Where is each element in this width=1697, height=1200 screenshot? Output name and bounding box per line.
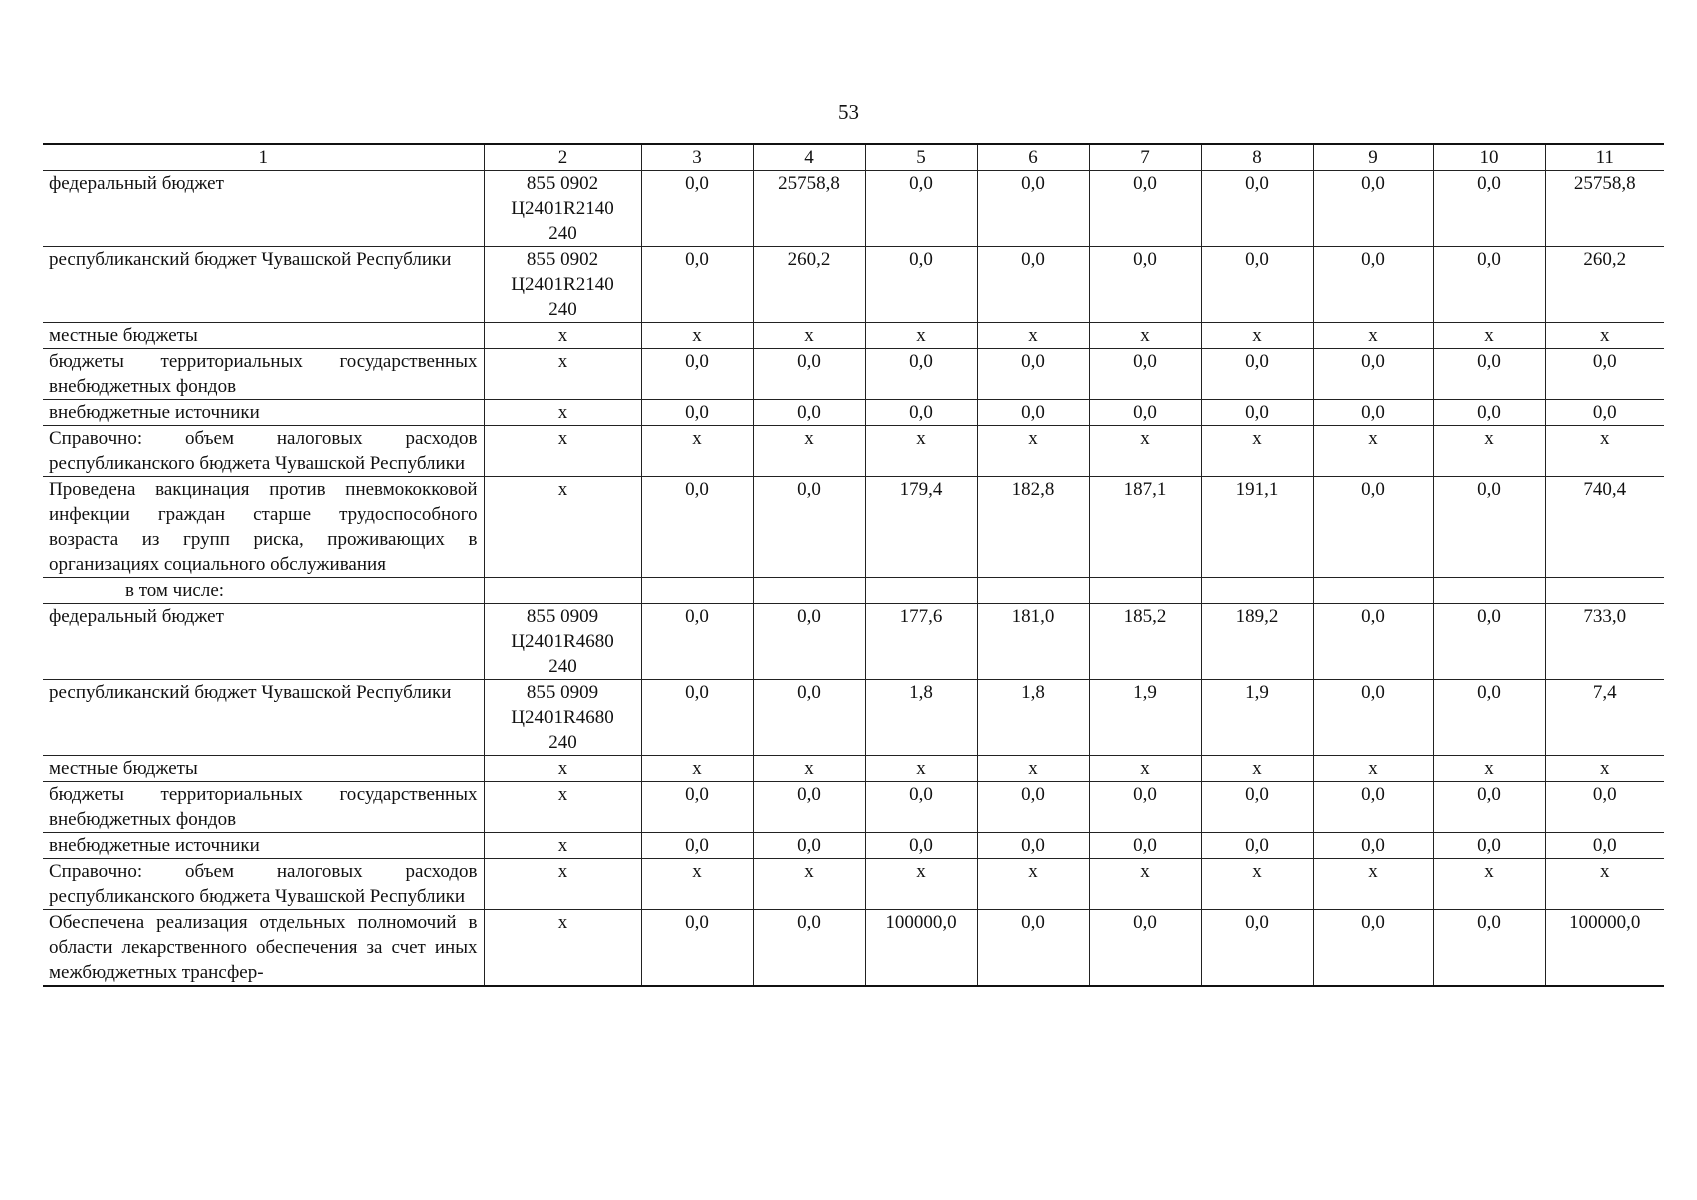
budget-code-line: 240 — [548, 299, 577, 320]
column-number: 6 — [977, 144, 1089, 171]
value-cell: 0,0 — [1201, 349, 1313, 400]
budget-code-line: Ц2401R4680 — [511, 707, 614, 728]
budget-code-line: х — [557, 351, 568, 372]
value-cell: 0,0 — [1545, 400, 1664, 426]
value-cell: 0,0 — [865, 400, 977, 426]
value-cell: 0,0 — [753, 910, 865, 987]
budget-code — [484, 756, 641, 782]
value-cell: 100000,0 — [865, 910, 977, 987]
value-cell: х — [1201, 756, 1313, 782]
value-cell: 0,0 — [865, 349, 977, 400]
budget-code — [484, 604, 641, 680]
value-cell: 733,0 — [1545, 604, 1664, 680]
value-cell: 260,2 — [753, 247, 865, 323]
value-cell: 0,0 — [1089, 833, 1201, 859]
value-cell: х — [977, 323, 1089, 349]
budget-code — [484, 171, 641, 247]
table-row — [43, 400, 1664, 426]
budget-code — [484, 349, 641, 400]
value-cell: 25758,8 — [1545, 171, 1664, 247]
value-cell — [977, 578, 1089, 604]
budget-code-line: х — [557, 784, 568, 805]
table-row — [43, 910, 1664, 987]
row-label: Обеспечена реализация отдельных полномочий в области лекарственного обеспечения за счет иных межбюджетных трансфер- — [43, 910, 484, 987]
value-cell — [1433, 578, 1545, 604]
value-cell: 0,0 — [1545, 349, 1664, 400]
value-cell: 0,0 — [1433, 477, 1545, 578]
budget-code-line: х — [557, 758, 568, 779]
value-cell: 0,0 — [641, 477, 753, 578]
value-cell: 0,0 — [1433, 680, 1545, 756]
value-cell: 0,0 — [1433, 171, 1545, 247]
value-cell: 177,6 — [865, 604, 977, 680]
value-cell: 0,0 — [865, 782, 977, 833]
table-row — [43, 247, 1664, 323]
value-cell: 0,0 — [1313, 680, 1433, 756]
value-cell: 0,0 — [1313, 349, 1433, 400]
value-cell: х — [977, 756, 1089, 782]
value-cell: 0,0 — [1313, 910, 1433, 987]
value-cell: 0,0 — [753, 477, 865, 578]
budget-code — [484, 400, 641, 426]
budget-code-line: х — [557, 861, 568, 882]
value-cell: 0,0 — [1433, 400, 1545, 426]
column-number: 10 — [1433, 144, 1545, 171]
row-label: Проведена вакцинация против пневмококковой инфекции граждан старше трудоспособного возраста из групп риска, проживающих в организациях социального обслуживания — [43, 477, 484, 578]
table-row — [43, 782, 1664, 833]
value-cell: 0,0 — [1313, 604, 1433, 680]
budget-code-line: 240 — [548, 656, 577, 677]
table-row — [43, 833, 1664, 859]
value-cell: 0,0 — [753, 782, 865, 833]
row-label: местные бюджеты — [43, 756, 484, 782]
value-cell: х — [753, 756, 865, 782]
value-cell: х — [1433, 756, 1545, 782]
value-cell: 0,0 — [977, 349, 1089, 400]
value-cell: 0,0 — [1201, 782, 1313, 833]
budget-code — [484, 426, 641, 477]
table-row — [43, 578, 1664, 604]
value-cell: 0,0 — [1313, 782, 1433, 833]
table-row — [43, 756, 1664, 782]
value-cell: 0,0 — [753, 349, 865, 400]
row-label: республиканский бюджет Чувашской Республики — [43, 680, 484, 756]
budget-code-line: х — [557, 325, 568, 346]
value-cell: 0,0 — [641, 604, 753, 680]
column-number: 5 — [865, 144, 977, 171]
table-row — [43, 171, 1664, 247]
value-cell: 0,0 — [753, 604, 865, 680]
row-label: Справочно: объем налоговых расходов республиканского бюджета Чувашской Республики — [43, 859, 484, 910]
value-cell: 0,0 — [753, 833, 865, 859]
value-cell: х — [1089, 859, 1201, 910]
column-number: 8 — [1201, 144, 1313, 171]
budget-code-line: х — [557, 428, 568, 449]
value-cell: 260,2 — [1545, 247, 1664, 323]
row-label: бюджеты территориальных государственных внебюджетных фондов — [43, 782, 484, 833]
value-cell — [1089, 578, 1201, 604]
budget-code — [484, 578, 641, 604]
budget-code — [484, 680, 641, 756]
row-label: внебюджетные источники — [43, 400, 484, 426]
value-cell — [1313, 578, 1433, 604]
value-cell: 0,0 — [1313, 833, 1433, 859]
value-cell: х — [1089, 426, 1201, 477]
value-cell: х — [641, 323, 753, 349]
value-cell: х — [977, 426, 1089, 477]
table-row — [43, 349, 1664, 400]
value-cell: 0,0 — [1201, 247, 1313, 323]
value-cell: 1,9 — [1089, 680, 1201, 756]
page-number: 53 — [838, 100, 859, 124]
value-cell: х — [641, 426, 753, 477]
budget-code-line: х — [557, 479, 568, 500]
value-cell — [753, 578, 865, 604]
row-label: внебюджетные источники — [43, 833, 484, 859]
value-cell: 0,0 — [1433, 247, 1545, 323]
column-number-row — [43, 144, 1664, 171]
value-cell — [865, 578, 977, 604]
value-cell: х — [865, 859, 977, 910]
value-cell: 0,0 — [1313, 171, 1433, 247]
value-cell: 0,0 — [641, 349, 753, 400]
row-label: федеральный бюджет — [43, 171, 484, 247]
value-cell: 100000,0 — [1545, 910, 1664, 987]
column-number: 1 — [43, 144, 484, 171]
value-cell: 740,4 — [1545, 477, 1664, 578]
budget-code-line: 240 — [548, 732, 577, 753]
row-label: республиканский бюджет Чувашской Республики — [43, 247, 484, 323]
budget-code-line: х — [557, 912, 568, 933]
value-cell: 0,0 — [641, 833, 753, 859]
column-number: 11 — [1545, 144, 1664, 171]
value-cell: х — [753, 323, 865, 349]
budget-code-line: Ц2401R2140 — [511, 198, 614, 219]
budget-table — [43, 143, 1664, 987]
value-cell: 0,0 — [1313, 400, 1433, 426]
table-row — [43, 323, 1664, 349]
value-cell: х — [1313, 756, 1433, 782]
value-cell: 0,0 — [865, 171, 977, 247]
budget-code — [484, 782, 641, 833]
value-cell: 0,0 — [641, 910, 753, 987]
value-cell: 0,0 — [1089, 782, 1201, 833]
value-cell: 0,0 — [641, 400, 753, 426]
column-number: 2 — [484, 144, 641, 171]
budget-code-line: Ц2401R4680 — [511, 631, 614, 652]
value-cell: 0,0 — [753, 680, 865, 756]
value-cell: 0,0 — [1433, 782, 1545, 833]
value-cell: 0,0 — [1313, 477, 1433, 578]
value-cell: 181,0 — [977, 604, 1089, 680]
value-cell: х — [753, 859, 865, 910]
budget-code — [484, 323, 641, 349]
budget-code-line: Ц2401R2140 — [511, 274, 614, 295]
value-cell: х — [865, 756, 977, 782]
value-cell: 0,0 — [1433, 910, 1545, 987]
value-cell: 7,4 — [1545, 680, 1664, 756]
table-row — [43, 604, 1664, 680]
budget-code — [484, 910, 641, 987]
budget-code-line: 240 — [548, 223, 577, 244]
value-cell: х — [1201, 323, 1313, 349]
row-label: бюджеты территориальных государственных внебюджетных фондов — [43, 349, 484, 400]
value-cell: х — [1089, 323, 1201, 349]
value-cell: 0,0 — [977, 247, 1089, 323]
value-cell: 1,9 — [1201, 680, 1313, 756]
value-cell: 0,0 — [1545, 833, 1664, 859]
table-row — [43, 680, 1664, 756]
budget-code-line: х — [557, 402, 568, 423]
value-cell: 0,0 — [1545, 782, 1664, 833]
value-cell: х — [1433, 426, 1545, 477]
table-row — [43, 859, 1664, 910]
value-cell: 0,0 — [1201, 400, 1313, 426]
value-cell: 25758,8 — [753, 171, 865, 247]
value-cell: х — [641, 756, 753, 782]
value-cell: 189,2 — [1201, 604, 1313, 680]
value-cell: 1,8 — [865, 680, 977, 756]
value-cell: 0,0 — [1089, 400, 1201, 426]
value-cell: х — [753, 426, 865, 477]
column-number: 4 — [753, 144, 865, 171]
budget-code-line: 855 0902 — [526, 249, 599, 270]
value-cell: х — [1545, 323, 1664, 349]
value-cell: 0,0 — [1433, 604, 1545, 680]
column-number: 9 — [1313, 144, 1433, 171]
row-label: местные бюджеты — [43, 323, 484, 349]
value-cell: 0,0 — [641, 171, 753, 247]
value-cell: 0,0 — [641, 782, 753, 833]
budget-code — [484, 477, 641, 578]
table-row — [43, 426, 1664, 477]
value-cell: 1,8 — [977, 680, 1089, 756]
row-label: в том числе: — [43, 578, 484, 604]
value-cell: 0,0 — [977, 833, 1089, 859]
budget-code — [484, 833, 641, 859]
value-cell: х — [865, 426, 977, 477]
value-cell: 185,2 — [1089, 604, 1201, 680]
value-cell: х — [1201, 426, 1313, 477]
value-cell: 0,0 — [977, 910, 1089, 987]
budget-code-line: 855 0909 — [526, 606, 599, 627]
value-cell: х — [1433, 859, 1545, 910]
value-cell: 179,4 — [865, 477, 977, 578]
value-cell: 0,0 — [1201, 910, 1313, 987]
budget-code-line: 855 0909 — [526, 682, 599, 703]
value-cell: 0,0 — [1089, 910, 1201, 987]
row-label: Справочно: объем налоговых расходов республиканского бюджета Чувашской Республики — [43, 426, 484, 477]
value-cell: х — [977, 859, 1089, 910]
value-cell: 0,0 — [1089, 349, 1201, 400]
budget-code-line: 855 0902 — [526, 173, 599, 194]
value-cell: 191,1 — [1201, 477, 1313, 578]
value-cell: х — [1201, 859, 1313, 910]
value-cell: 0,0 — [865, 247, 977, 323]
value-cell — [641, 578, 753, 604]
row-label: федеральный бюджет — [43, 604, 484, 680]
value-cell: х — [1545, 859, 1664, 910]
budget-code-line: х — [557, 835, 568, 856]
value-cell: х — [1089, 756, 1201, 782]
value-cell: х — [641, 859, 753, 910]
value-cell: 0,0 — [1201, 171, 1313, 247]
value-cell: 0,0 — [865, 833, 977, 859]
value-cell: 0,0 — [1201, 833, 1313, 859]
value-cell: х — [1313, 323, 1433, 349]
budget-code — [484, 247, 641, 323]
value-cell: 0,0 — [1089, 171, 1201, 247]
value-cell: 0,0 — [1433, 349, 1545, 400]
table-row — [43, 477, 1664, 578]
value-cell: х — [1545, 756, 1664, 782]
value-cell: 0,0 — [641, 247, 753, 323]
value-cell: 0,0 — [1089, 247, 1201, 323]
value-cell: х — [1313, 426, 1433, 477]
value-cell — [1545, 578, 1664, 604]
value-cell: 0,0 — [977, 171, 1089, 247]
value-cell: х — [865, 323, 977, 349]
value-cell: х — [1433, 323, 1545, 349]
value-cell: х — [1313, 859, 1433, 910]
value-cell: 0,0 — [977, 400, 1089, 426]
value-cell: 0,0 — [1313, 247, 1433, 323]
value-cell — [1201, 578, 1313, 604]
value-cell: 0,0 — [977, 782, 1089, 833]
budget-code — [484, 859, 641, 910]
value-cell: 0,0 — [1433, 833, 1545, 859]
value-cell: 182,8 — [977, 477, 1089, 578]
value-cell: 187,1 — [1089, 477, 1201, 578]
value-cell: 0,0 — [641, 680, 753, 756]
column-number: 3 — [641, 144, 753, 171]
column-number: 7 — [1089, 144, 1201, 171]
value-cell: 0,0 — [753, 400, 865, 426]
value-cell: х — [1545, 426, 1664, 477]
